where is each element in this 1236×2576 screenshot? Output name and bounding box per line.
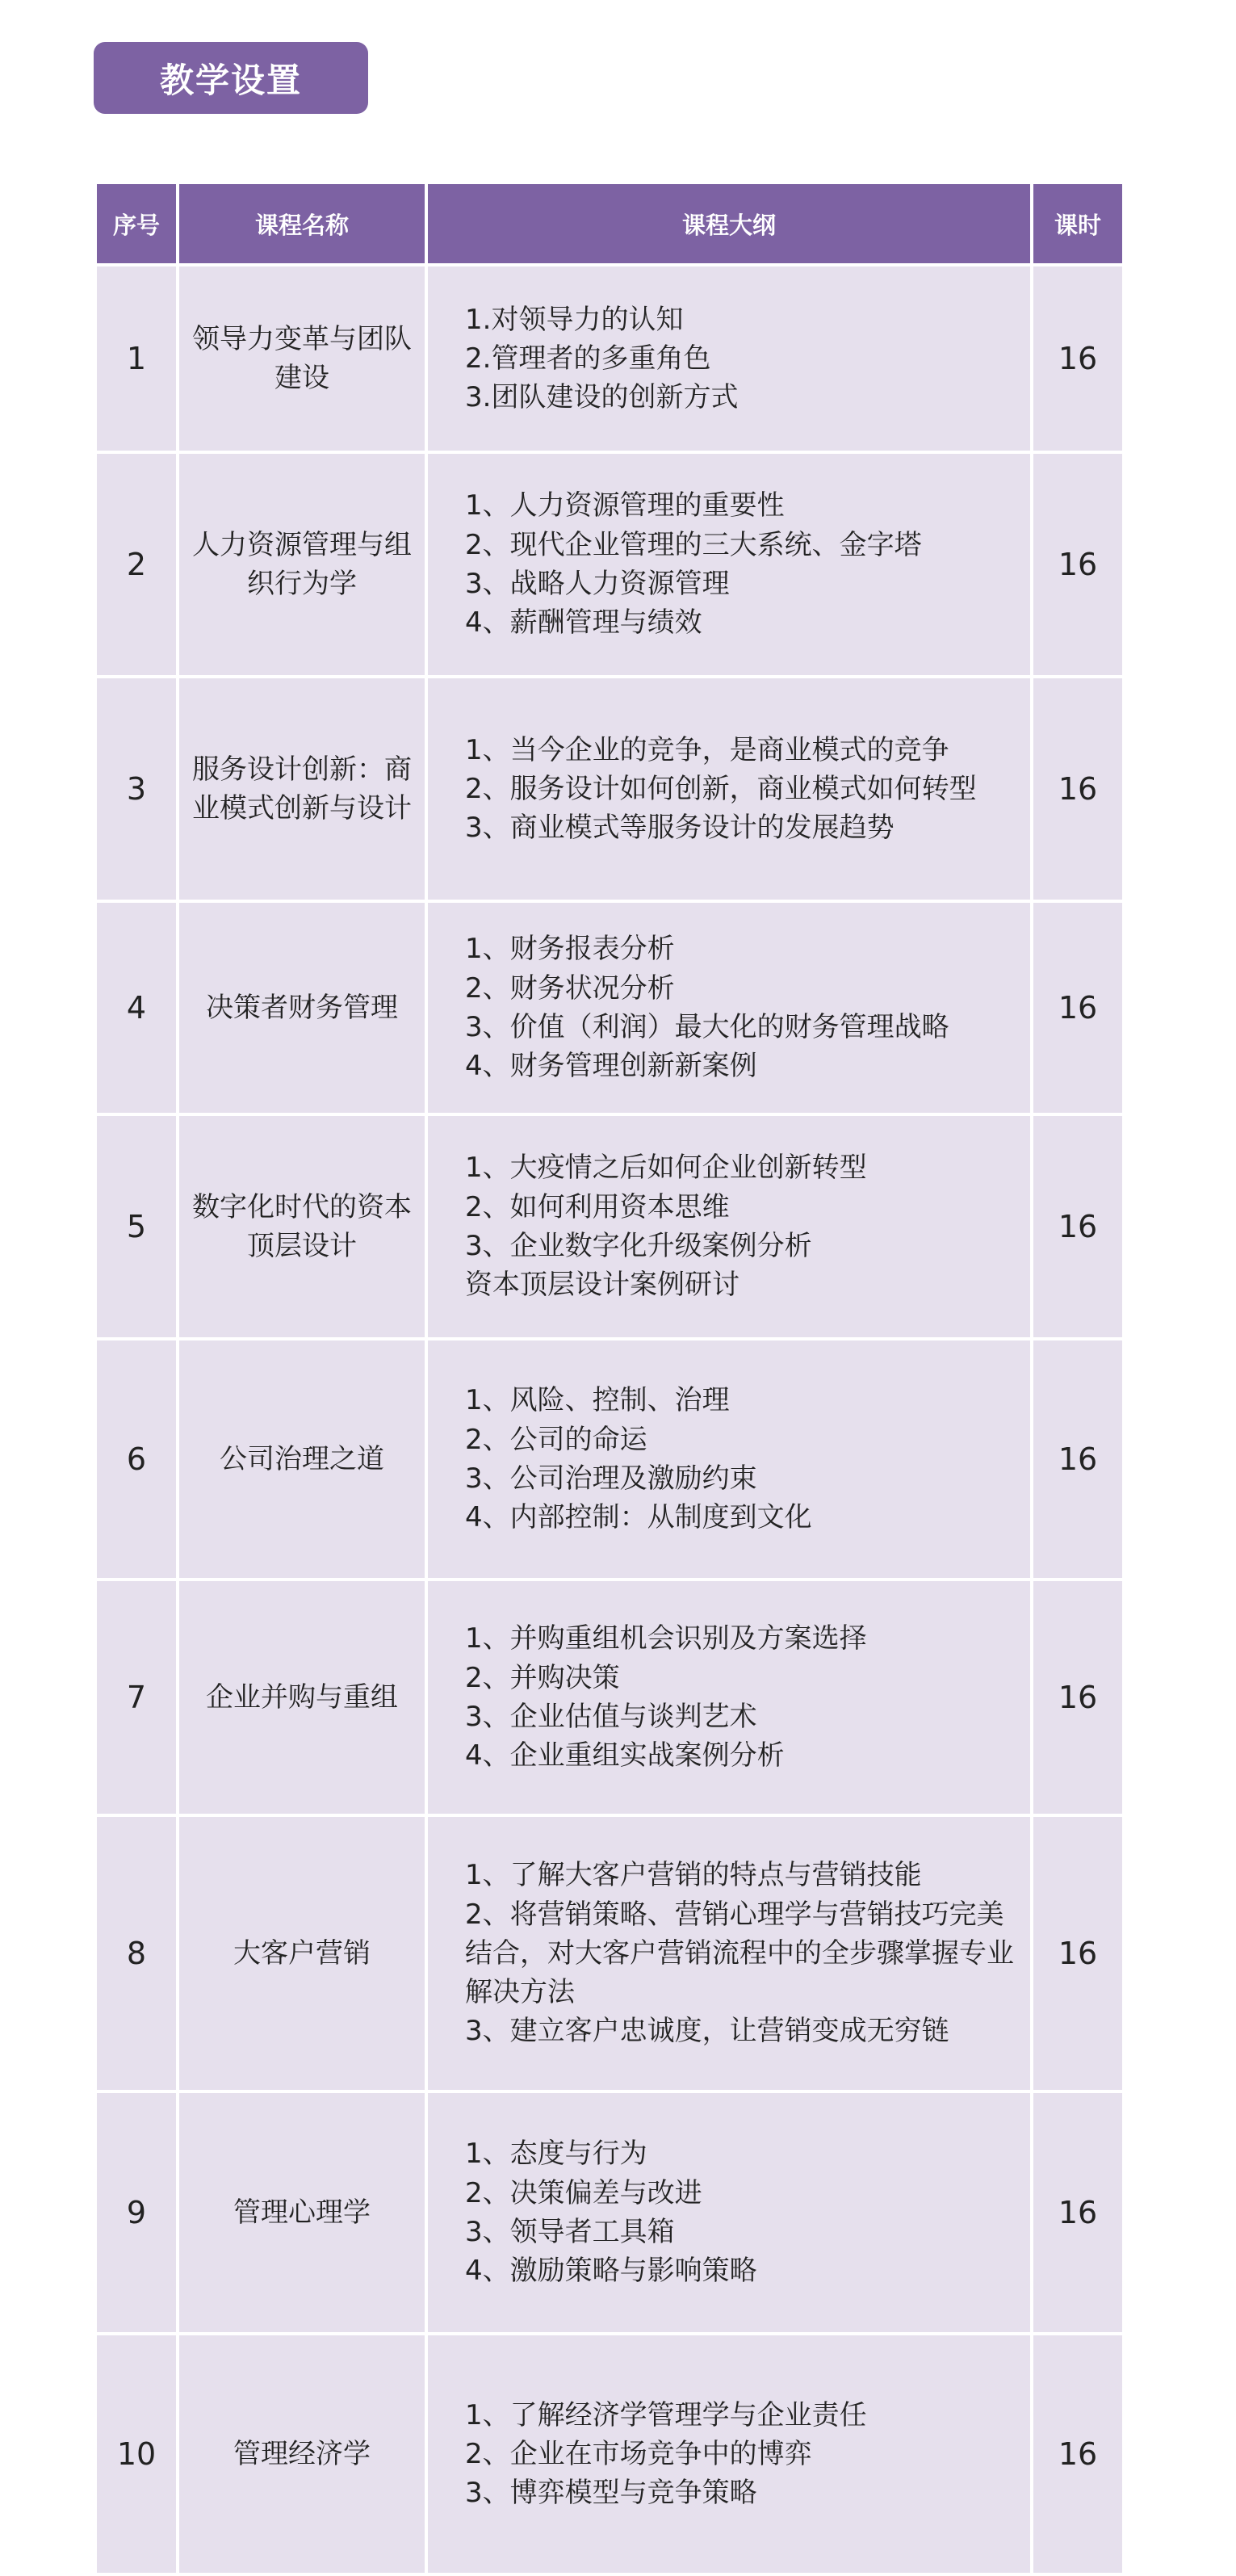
outline-item: 3、公司治理及激励约束 [465,1462,757,1495]
course-hours: 16 [1032,265,1124,452]
outline-item: 2、将营销策略、营销心理学与营销技巧完美结合，对大客户营销流程中的全步骤掌握专业解决方法 [465,1898,1014,2009]
course-number: 1 [95,265,178,452]
course-hours: 16 [1032,901,1124,1114]
outline-item: 2、公司的命运 [465,1423,647,1456]
outline-item: 2、决策偏差与改进 [465,2176,702,2209]
outline-item: 1、人力资源管理的重要性 [465,489,785,522]
outline-item: 1、大疫情之后如何企业创新转型 [465,1152,867,1185]
course-hours: 16 [1032,1815,1124,2091]
outline-item: 4、企业重组实战案例分析 [465,1739,785,1773]
outline-item: 3、建立客户忠诚度，让营销变成无穷链 [465,2015,949,2048]
table-row [95,2334,1124,2574]
outline-item: 3、博弈模型与竞争策略 [465,2477,757,2510]
course-outline [426,1114,1032,1339]
outline-item: 1、态度与行为 [465,2138,647,2171]
course-name: 领导力变革与团队建设 [178,265,426,452]
outline-item: 3.团队建设的创新方式 [465,381,739,414]
section-title: 教学设置 [94,42,368,114]
course-name: 大客户营销 [178,1815,426,2091]
outline-item: 1、了解大客户营销的特点与营销技能 [465,1859,922,1892]
table-row [95,1339,1124,1580]
course-number: 9 [95,2091,178,2334]
course-hours: 16 [1032,1580,1124,1815]
outline-item: 2、并购决策 [465,1661,620,1694]
outline-item: 4、激励策略与影响策略 [465,2255,757,2288]
table-header-row [95,183,1124,265]
course-name: 企业并购与重组 [178,1580,426,1815]
course-outline [426,901,1032,1114]
course-name: 人力资源管理与组织行为学 [178,452,426,677]
course-name: 公司治理之道 [178,1339,426,1580]
outline-item: 1、当今企业的竞争，是商业模式的竞争 [465,733,949,766]
outline-item: 3、价值（利润）最大化的财务管理战略 [465,1011,949,1043]
course-table [94,181,1125,2576]
outline-item: 1、了解经济学管理学与企业责任 [465,2398,867,2431]
course-outline [426,2334,1032,2574]
header-no: 序号 [95,183,178,265]
course-hours: 16 [1032,677,1124,901]
outline-item: 1.对领导力的认知 [465,303,684,336]
outline-item: 3、商业模式等服务设计的发展趋势 [465,812,895,845]
outline-item: 2、如何利用资本思维 [465,1190,730,1223]
outline-item: 4、薪酬管理与绩效 [465,606,702,640]
outline-item: 4、内部控制：从制度到文化 [465,1501,812,1534]
course-hours: 16 [1032,2334,1124,2574]
table-row [95,677,1124,901]
table-row [95,1580,1124,1815]
outline-item: 2、财务状况分析 [465,971,675,1005]
course-outline [426,1580,1032,1815]
outline-item: 2、服务设计如何创新，商业模式如何转型 [465,772,977,805]
outline-item: 1、并购重组机会识别及方案选择 [465,1622,867,1655]
course-name: 服务设计创新：商业模式创新与设计 [178,677,426,901]
course-outline [426,1815,1032,2091]
table-row [95,1114,1124,1339]
header-course-name: 课程名称 [178,183,426,265]
outline-item: 2、现代企业管理的三大系统、金字塔 [465,528,922,561]
course-table-container [94,181,1122,2576]
header-outline: 课程大纲 [426,183,1032,265]
course-name: 数字化时代的资本顶层设计 [178,1114,426,1339]
course-name: 决策者财务管理 [178,901,426,1114]
course-number: 2 [95,452,178,677]
outline-item: 2.管理者的多重角色 [465,342,711,375]
course-hours: 16 [1032,2091,1124,2334]
course-outline [426,452,1032,677]
header-hours: 课时 [1032,183,1124,265]
course-hours: 16 [1032,1114,1124,1339]
outline-item: 3、战略人力资源管理 [465,568,730,600]
course-name: 管理心理学 [178,2091,426,2334]
course-number: 8 [95,1815,178,2091]
course-hours: 16 [1032,452,1124,677]
outline-item: 3、企业估值与谈判艺术 [465,1701,757,1733]
table-row [95,265,1124,452]
course-outline [426,265,1032,452]
outline-item: 4、财务管理创新新案例 [465,1050,757,1083]
course-number: 6 [95,1339,178,1580]
outline-item: 资本顶层设计案例研讨 [465,1269,740,1302]
table-row [95,901,1124,1114]
course-name: 管理经济学 [178,2334,426,2574]
course-number: 7 [95,1580,178,1815]
outline-item: 2、企业在市场竞争中的博弈 [465,2437,812,2470]
outline-item: 1、财务报表分析 [465,933,675,966]
table-row [95,2091,1124,2334]
table-body [95,265,1124,2574]
table-row [95,1815,1124,2091]
course-number: 10 [95,2334,178,2574]
outline-item: 3、领导者工具箱 [465,2216,675,2248]
course-number: 4 [95,901,178,1114]
course-hours: 16 [1032,1339,1124,1580]
course-number: 3 [95,677,178,901]
table-row [95,452,1124,677]
outline-item: 1、风险、控制、治理 [465,1384,730,1417]
course-outline [426,1339,1032,1580]
outline-item: 3、企业数字化升级案例分析 [465,1230,812,1262]
course-outline [426,677,1032,901]
course-number: 5 [95,1114,178,1339]
course-outline [426,2091,1032,2334]
